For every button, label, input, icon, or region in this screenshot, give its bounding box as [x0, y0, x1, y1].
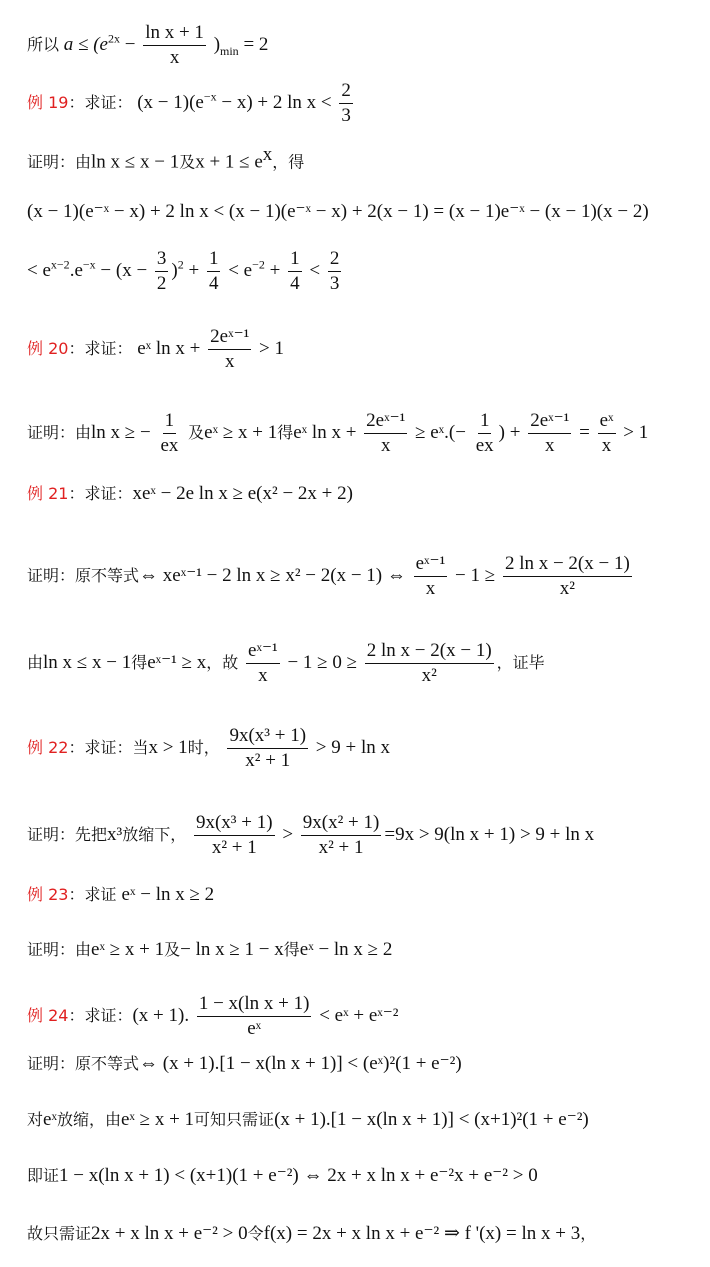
- proof-24-d: 故只需证2x + x ln x + e⁻² > 0令f(x) = 2x + x ln x + e⁻² ⇒ f '(x) = ln x + 3，: [27, 1223, 597, 1244]
- proof-24-c: 即证1 − x(ln x + 1) < (x+1)(1 + e⁻²) ⇔ 2x + x ln x + e⁻²x + e⁻² > 0: [27, 1165, 538, 1186]
- example-19: 例 19：求证： $(x - 1)(e^{-x} - x) + 2$ ln x < $\frac{2}{3}$: [27, 80, 351, 126]
- proof-21-conclusion: 由ln x ≤ x − 1得eˣ⁻¹ ≥ x，故 $\frac{\text{eˣ⁻¹}}{x}$ − 1 ≥ 0 ≥ $\frac{\text{2 ln x − 2(x − 1)}}{\text{x²}}$ ，证毕: [27, 640, 545, 686]
- proof-24-b: 对eˣ放缩，由eˣ ≥ x + 1可知只需证(x + 1).[1 − x(ln x + 1)] < (x+1)²(1 + e⁻²): [27, 1109, 589, 1130]
- proof-20: 证明：由ln x ≥ − $\frac{1}{ex}$ 及eˣ ≥ x + 1得eˣ ln x + $\frac{\text{2eˣ⁻¹}}{x}$ ≥ eˣ.(− $\frac{1}{ex}$ ) + $\frac{\text{2eˣ⁻¹}}{x}$ = $\frac{\text{eˣ}}{x}$ > 1: [27, 410, 649, 456]
- example-20: 例 20：求证： eˣ ln x + $\frac{\text{2eˣ⁻¹}}{x}$ > 1: [27, 326, 285, 372]
- example-22: 例 22：求证：当x > 1时， $\frac{\text{9x(x³ + 1)}}{\text{x² + 1}}$ > 9 + ln x: [27, 725, 390, 771]
- example-label: 例 19: [27, 92, 69, 112]
- proof-23: 证明：由eˣ ≥ x + 1及− ln x ≥ 1 − x得eˣ − ln x ≥ 2: [27, 939, 393, 960]
- line-conclusion: 所以 $a \le (e^{2x}$ − $\frac{\text{ln x + 1}}{x}$ )$_{min} = 2$: [27, 22, 269, 68]
- example-21: 例 21：求证：xeˣ − 2e ln x ≥ e(x² − 2x + 2): [27, 483, 353, 504]
- proof-24: 证明：原不等式⇔ (x + 1).[1 − x(ln x + 1)] < (eˣ)²(1 + e⁻²): [27, 1053, 462, 1074]
- example-23: 例 23：求证 eˣ − ln x ≥ 2: [27, 884, 215, 905]
- fraction: $\frac{\text{ln x + 1}}{x}$: [145, 22, 204, 68]
- proof-19-intro: 证明：由ln x ≤ x − 1及$x + 1 \le e^x$，得: [27, 144, 305, 173]
- proof-21: 证明：原不等式⇔ xeˣ⁻¹ − 2 ln x ≥ x² − 2(x − 1) ⇔ $\frac{\text{eˣ⁻¹}}{x}$ − 1 ≥ $\frac{\text{2 ln x − 2(x − 1)}}{\text{x²}}$: [27, 553, 630, 599]
- example-24: 例 24：求证：(x + 1). $\frac{\text{1 − x(ln x + 1)}}{\text{eˣ}}$ < eˣ + eˣ⁻²: [27, 993, 399, 1039]
- proof-22: 证明：先把x³放缩下， $\frac{\text{9x(x³ + 1)}}{\text{x² + 1}}$ > $\frac{\text{9x(x² + 1)}}{\text{x² + 1}}$ =9x > 9(ln x + 1) > 9 + ln x: [27, 812, 595, 858]
- fraction: $\frac{2}{3}$: [341, 80, 351, 126]
- proof-19-equation-2: < $e^{x-2}.e^{-x} - (x$ − $\frac{3}{2}$ )$^2$ + $\frac{1}{4}$ < $e^{-2}$ + $\frac{1}{4}$ < $\frac{2}{3}$: [27, 248, 340, 294]
- proof-19-equation: (x − 1)(e⁻ˣ − x) + 2 ln x < (x − 1)(e⁻ˣ − x) + 2(x − 1) = (x − 1)e⁻ˣ − (x − 1)(x − 2): [27, 201, 649, 222]
